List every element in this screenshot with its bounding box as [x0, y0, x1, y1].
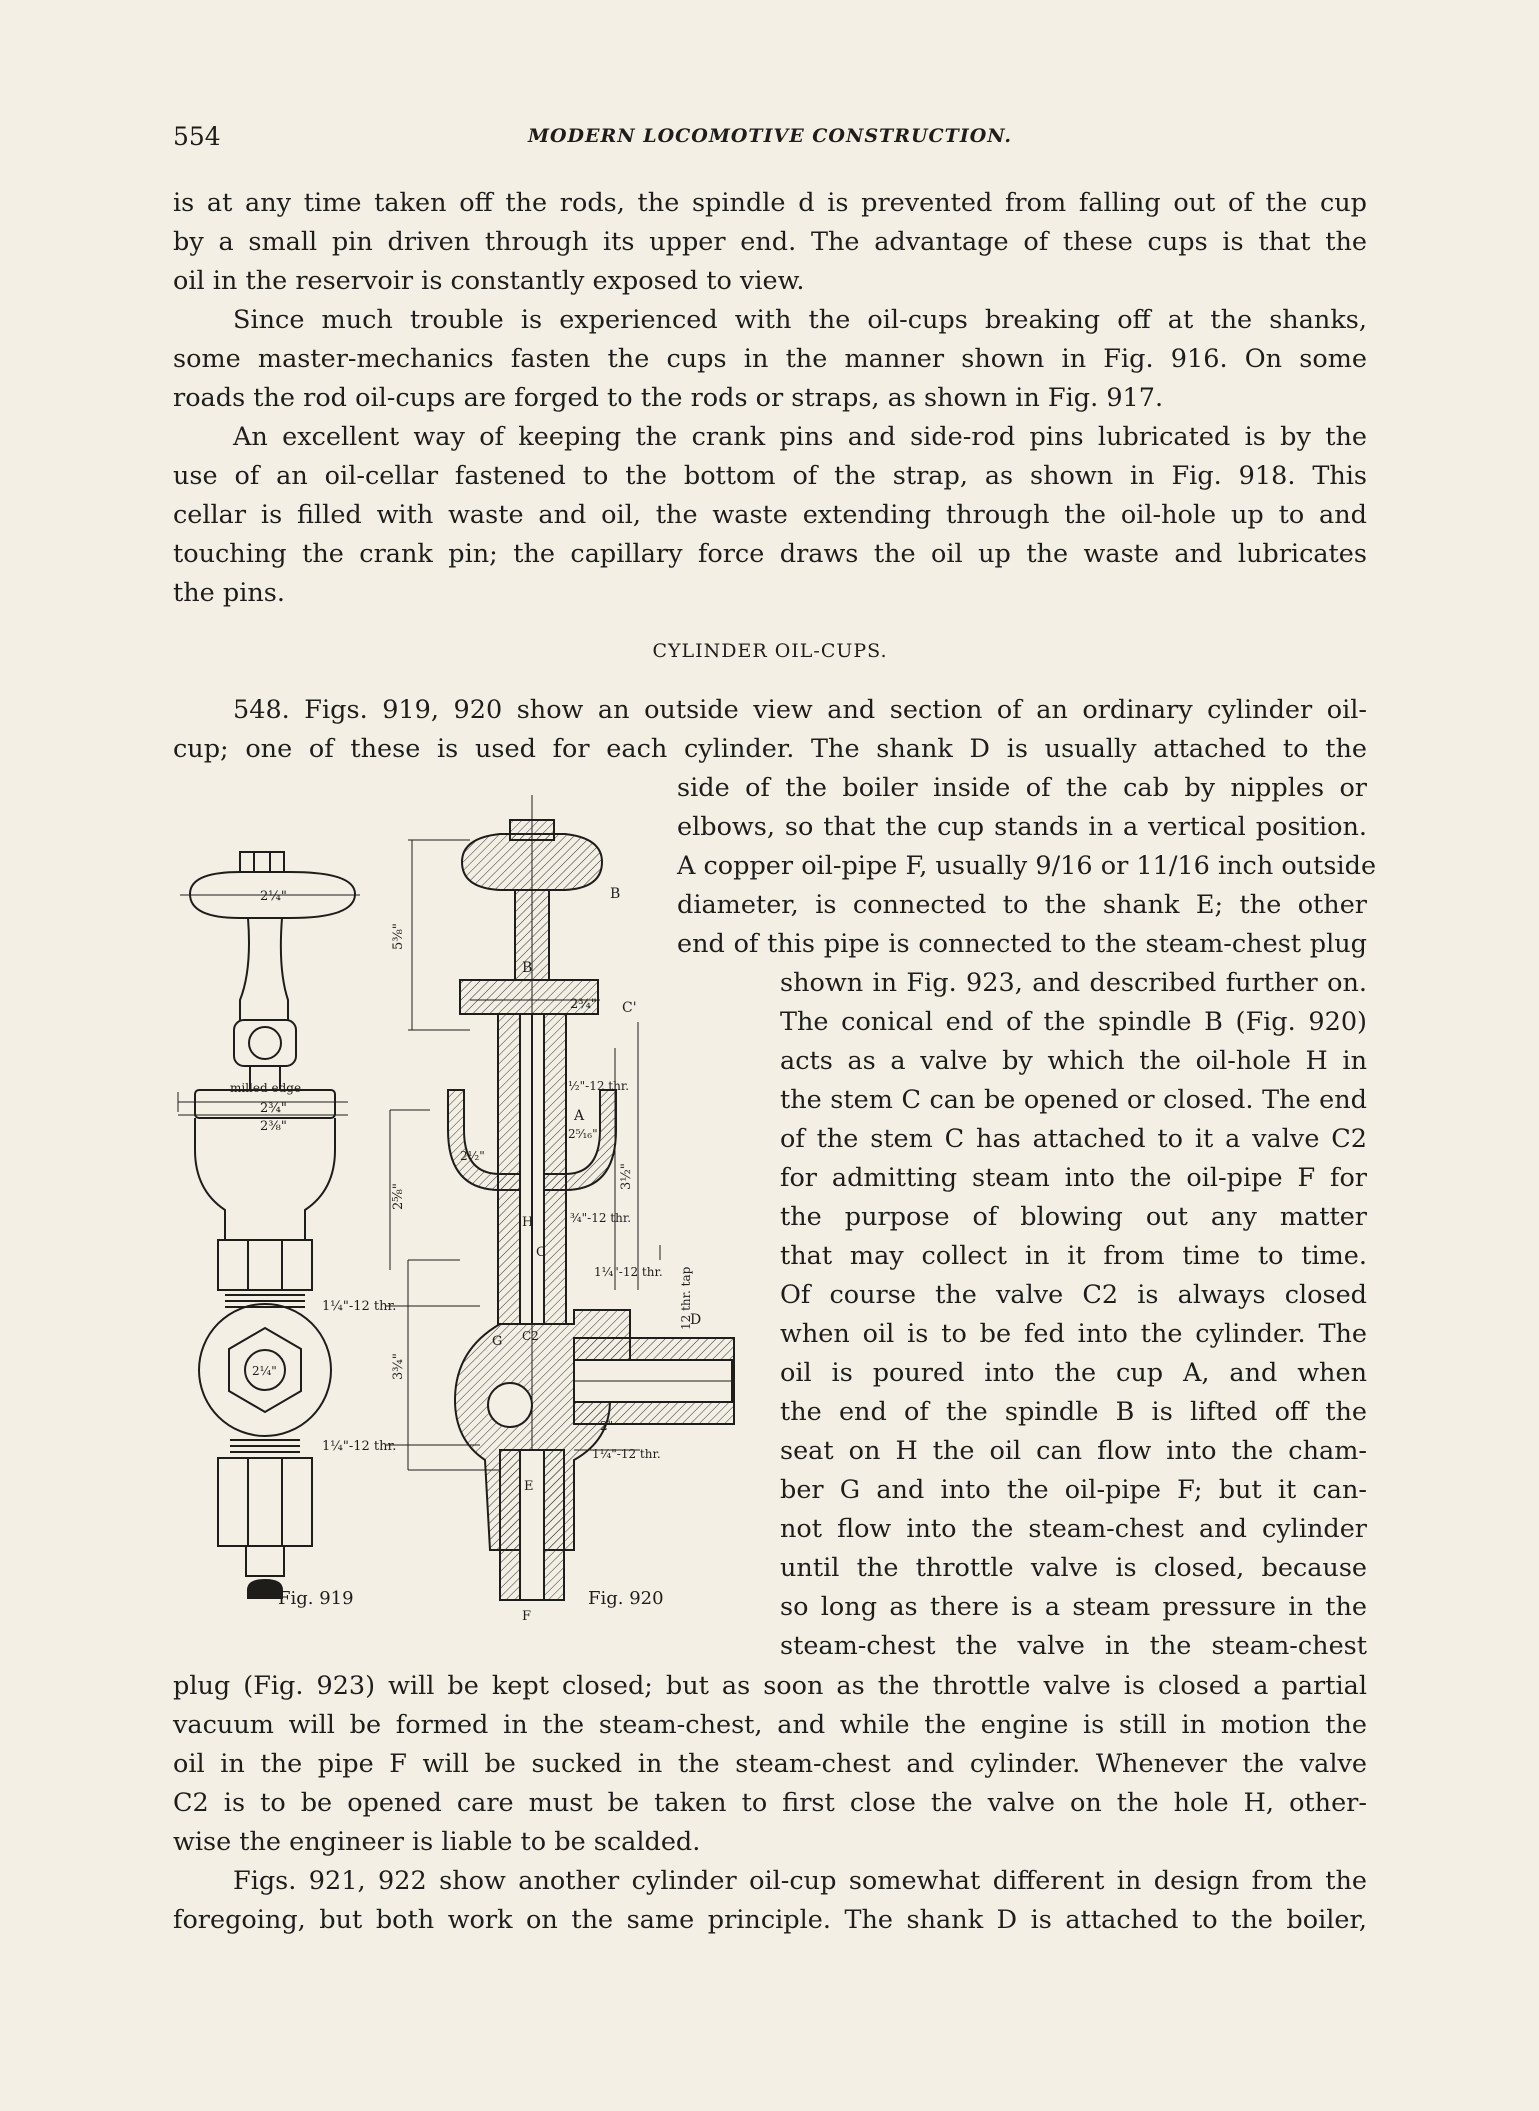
- text-line: acts as a valve by which the oil-hole H in: [780, 1046, 1367, 1076]
- text-line: The conical end of the spindle B (Fig. 920): [780, 1007, 1367, 1037]
- paragraph-4-wrap-a: [677, 769, 1377, 964]
- text-line: steam-chest the valve in the steam-chest: [780, 1631, 1367, 1661]
- text-line: elbows, so that the cup stands in a vertical position.: [677, 812, 1367, 842]
- label-thr-1-1-4-a: 1¼"-12 thr.: [322, 1299, 397, 1314]
- text-line: touching the crank pin; the capillary force draws the oil up the waste and lubricates: [173, 539, 1367, 569]
- label-F: F: [522, 1609, 532, 1624]
- fig-920-drawing: [408, 795, 734, 1600]
- text-line: wise the engineer is liable to be scalded.: [173, 1827, 701, 1857]
- text-line: by a small pin driven through its upper end. The advantage of these cups is that the: [173, 227, 1367, 257]
- label-2-3-4: 2¾": [570, 997, 597, 1012]
- text-line: foregoing, but both work on the same principle. The shank D is attached to the boiler,: [173, 1905, 1367, 1935]
- text-line: C2 is to be opened care must be taken to first close the valve on the hole H, other-: [173, 1788, 1367, 1818]
- label-D: D: [690, 1312, 702, 1328]
- label-milled-edge: milled edge: [230, 1081, 302, 1095]
- text-line: end of this pipe is connected to the steam-chest plug: [677, 929, 1367, 959]
- label-thr-1-2: ½"-12 thr.: [568, 1079, 630, 1093]
- text-line: ber G and into the oil-pipe F; but it can-: [780, 1475, 1367, 1505]
- text-line: the stem C can be opened or closed. The end: [780, 1085, 1367, 1115]
- label-2-1-4-inner: 2¼": [252, 1364, 277, 1378]
- label-2-1-2: 2½": [460, 1149, 485, 1163]
- label-B-handle: B: [610, 886, 621, 902]
- text-line: of the stem C has attached to it a valve C2: [780, 1124, 1367, 1154]
- text-line: until the throttle valve is closed, because: [780, 1553, 1367, 1583]
- text-line: vacuum will be formed in the steam-chest, and while the engine is still in motion the: [173, 1710, 1367, 1740]
- figures-919-920: [170, 790, 750, 1630]
- text-line: some master-mechanics fasten the cups in the manner shown in Fig. 916. On some: [173, 344, 1367, 374]
- label-E: E: [524, 1479, 534, 1494]
- label-2-3-8: 2⅜": [260, 1119, 287, 1134]
- label-thr-1-1-4-d: 1¼"-12 thr.: [592, 1447, 661, 1461]
- text-line: oil is poured into the cup A, and when: [780, 1358, 1367, 1388]
- label-3-3-4: 3¾": [391, 1353, 406, 1380]
- paragraph-3: [173, 418, 1367, 613]
- text-line: use of an oil-cellar fastened to the bottom of the strap, as shown in Fig. 918. This: [173, 461, 1367, 491]
- text-line: A copper oil-pipe F, usually 9/16 or 11/16 inch outside: [677, 851, 1377, 881]
- paragraph-5: [173, 1862, 1367, 1940]
- label-C-prime: C': [622, 1000, 637, 1016]
- label-5-3-8: 5⅜": [391, 923, 406, 950]
- label-B-spindle: B: [522, 960, 533, 976]
- paragraph-4-end: [173, 1667, 1367, 1862]
- paragraph-2: [173, 301, 1367, 418]
- page-number: 554: [173, 122, 221, 151]
- label-2-1-4: 2¼": [260, 889, 287, 904]
- text-line: diameter, is connected to the shank E; the other: [677, 890, 1367, 920]
- text-line: seat on H the oil can flow into the cham-: [780, 1436, 1367, 1466]
- label-thr-3-4: ¾"-12 thr.: [570, 1211, 632, 1225]
- label-2-3-4-top: 2¾": [260, 1101, 287, 1116]
- text-line: shown in Fig. 923, and described further on.: [780, 968, 1367, 998]
- page-header: [173, 122, 1367, 154]
- label-tap: 12 thr. tap: [679, 1266, 693, 1330]
- text-line: roads the rod oil-cups are forged to the rods or straps, as shown in Fig. 917.: [173, 383, 1164, 413]
- fig-920-caption: Fig. 920: [588, 1588, 664, 1609]
- text-line: An excellent way of keeping the crank pins and side-rod pins lubricated is by the: [233, 422, 1367, 452]
- label-H: H: [522, 1215, 534, 1230]
- text-line: Of course the valve C2 is always closed: [780, 1280, 1367, 1310]
- text-line: cup; one of these is used for each cylinder. The shank D is usually attached to the: [173, 734, 1367, 764]
- text-line: oil in the pipe F will be sucked in the steam-chest and cylinder. Whenever the valve: [173, 1749, 1367, 1779]
- text-line: side of the boiler inside of the cab by nipples or: [677, 773, 1367, 803]
- fig-919-caption: Fig. 919: [278, 1588, 354, 1609]
- text-line: for admitting steam into the oil-pipe F for: [780, 1163, 1367, 1193]
- label-thr-1-1-4-b: 1¼"-12 thr.: [322, 1439, 397, 1454]
- text-line: the purpose of blowing out any matter: [780, 1202, 1367, 1232]
- text-line: when oil is to be fed into the cylinder. The: [780, 1319, 1367, 1349]
- text-line: 548. Figs. 919, 920 show an outside view and section of an ordinary cylinder oil-: [233, 695, 1367, 725]
- text-line: the end of the spindle B is lifted off the: [780, 1397, 1367, 1427]
- label-2-5-16: 2⁵⁄₁₆": [568, 1127, 598, 1141]
- paragraph-4-top: [173, 691, 1367, 769]
- text-line: so long as there is a steam pressure in the: [780, 1592, 1367, 1622]
- label-C: C: [536, 1245, 546, 1260]
- label-thr-1-1-4-c: 1¼"-12 thr.: [594, 1265, 663, 1279]
- fig-919-drawing: [178, 852, 480, 1598]
- paragraph-1: [173, 184, 1367, 301]
- label-C2: C2: [522, 1329, 539, 1343]
- text-line: Figs. 921, 922 show another cylinder oil-cup somewhat different in design from the: [233, 1866, 1367, 1896]
- label-2-5-8: 2⅝": [391, 1183, 406, 1210]
- running-title: MODERN LOCOMOTIVE CONSTRUCTION.: [527, 125, 1013, 147]
- text-line: Since much trouble is experienced with the oil-cups breaking off at the shanks,: [233, 305, 1367, 335]
- text-line: not flow into the steam-chest and cylinder: [780, 1514, 1367, 1544]
- paragraph-4-wrap-b: [780, 964, 1367, 1666]
- label-2-in: 2": [600, 1419, 614, 1433]
- text-line: oil in the reservoir is constantly exposed to view.: [173, 266, 805, 296]
- text-line: the pins.: [173, 578, 285, 608]
- text-line: that may collect in it from time to time.: [780, 1241, 1367, 1271]
- label-G: G: [492, 1334, 503, 1349]
- section-heading: CYLINDER OIL-CUPS.: [652, 640, 888, 662]
- text-line: cellar is filled with waste and oil, the waste extending through the oil-hole up to and: [173, 500, 1367, 530]
- text-line: plug (Fig. 923) will be kept closed; but as soon as the throttle valve is closed a partial: [173, 1671, 1367, 1701]
- text-line: is at any time taken off the rods, the spindle d is prevented from falling out of the cup: [173, 188, 1367, 218]
- label-A: A: [574, 1108, 585, 1124]
- label-3-1-2: 3½": [619, 1163, 634, 1190]
